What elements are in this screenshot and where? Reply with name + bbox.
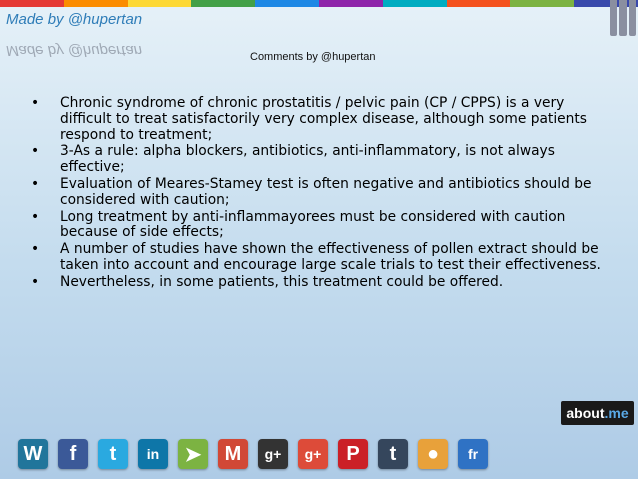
stripe-segment: [255, 0, 319, 7]
corner-tab: [610, 0, 617, 36]
bullet-item: [30, 177, 602, 209]
stripe-segment: [510, 0, 574, 7]
bullet-text: Long treatment by anti-inflammayorees must be considered with caution because of side effects;: [60, 208, 566, 241]
wordpress-glyph: W: [23, 442, 43, 465]
bullet-item: [30, 275, 602, 291]
friendfeed-icon[interactable]: [458, 439, 488, 469]
facebook-glyph: f: [69, 442, 77, 465]
corner-tab: [619, 0, 626, 36]
wordpress-icon[interactable]: [18, 439, 48, 469]
stripe-segment: [0, 0, 64, 7]
corner-tabs: [610, 0, 636, 36]
twitter-glyph: t: [109, 442, 117, 465]
tumblr-icon[interactable]: [378, 439, 408, 469]
color-stripe-bar: [0, 0, 638, 7]
bullet-text: Chronic syndrome of chronic prostatitis / pelvic pain (CP / CPPS) is a very difficult to treat satisfactorily very complex disease, although some patients respond to treatment;: [60, 95, 587, 143]
bullet-dot: •: [31, 273, 40, 290]
bullet-item: [30, 210, 602, 242]
bullet-dot: •: [31, 143, 40, 160]
linkedin-icon[interactable]: [138, 439, 168, 469]
stripe-segment: [191, 0, 255, 7]
delicious-icon[interactable]: [418, 439, 448, 469]
about-me-text: about: [566, 405, 605, 421]
bullet-item: [30, 96, 602, 143]
stripe-segment: [319, 0, 383, 7]
bullet-dot: •: [31, 208, 40, 225]
made-by-reflection: Made by @hupertan: [6, 42, 143, 59]
delicious-glyph: ●: [426, 442, 440, 465]
stripe-segment: [128, 0, 192, 7]
social-icons-row: [18, 439, 488, 469]
google-plus-black-icon[interactable]: [258, 439, 288, 469]
stripe-segment: [447, 0, 511, 7]
comments-label: Comments by @hupertan: [250, 51, 376, 63]
bullet-dot: •: [31, 95, 40, 111]
facebook-icon[interactable]: [58, 439, 88, 469]
bullet-text: 3-As a rule: alpha blockers, antibiotics, anti-inflammatory, is not always effective;: [60, 143, 555, 176]
gmail-icon[interactable]: [218, 439, 248, 469]
google-plus-glyph: g+: [304, 446, 322, 462]
pinterest-icon[interactable]: [338, 439, 368, 469]
linkedin-glyph: in: [146, 446, 160, 462]
google-plus-icon[interactable]: [298, 439, 328, 469]
google-maps-glyph: ➤: [184, 443, 202, 466]
bullet-dot: •: [31, 241, 40, 258]
made-by-label: Made by @hupertan: [6, 11, 143, 28]
pinterest-glyph: P: [346, 442, 360, 465]
twitter-icon[interactable]: [98, 439, 128, 469]
gmail-glyph: M: [224, 442, 242, 465]
stripe-segment: [64, 0, 128, 7]
google-plus-black-glyph: g+: [264, 446, 282, 462]
about-me-suffix: .me: [604, 405, 629, 421]
bullet-item: [30, 144, 602, 176]
bullet-item: [30, 242, 602, 274]
friendfeed-glyph: fr: [467, 446, 479, 462]
about-me-link[interactable]: [561, 401, 634, 425]
bullet-dot: •: [31, 175, 40, 192]
bullet-text: Nevertheless, in some patients, this treatment could be offered.: [60, 273, 504, 290]
bullet-list: [30, 96, 602, 292]
corner-tab: [629, 0, 636, 36]
bullet-text: Evaluation of Meares-Stamey test is often negative and antibiotics should be considered with caution;: [60, 175, 592, 208]
google-maps-icon[interactable]: [178, 439, 208, 469]
stripe-segment: [383, 0, 447, 7]
bullet-text: A number of studies have shown the effectiveness of pollen extract should be taken into account and encourage large scale trials to test their effectiveness.: [60, 241, 601, 273]
tumblr-glyph: t: [389, 442, 397, 465]
